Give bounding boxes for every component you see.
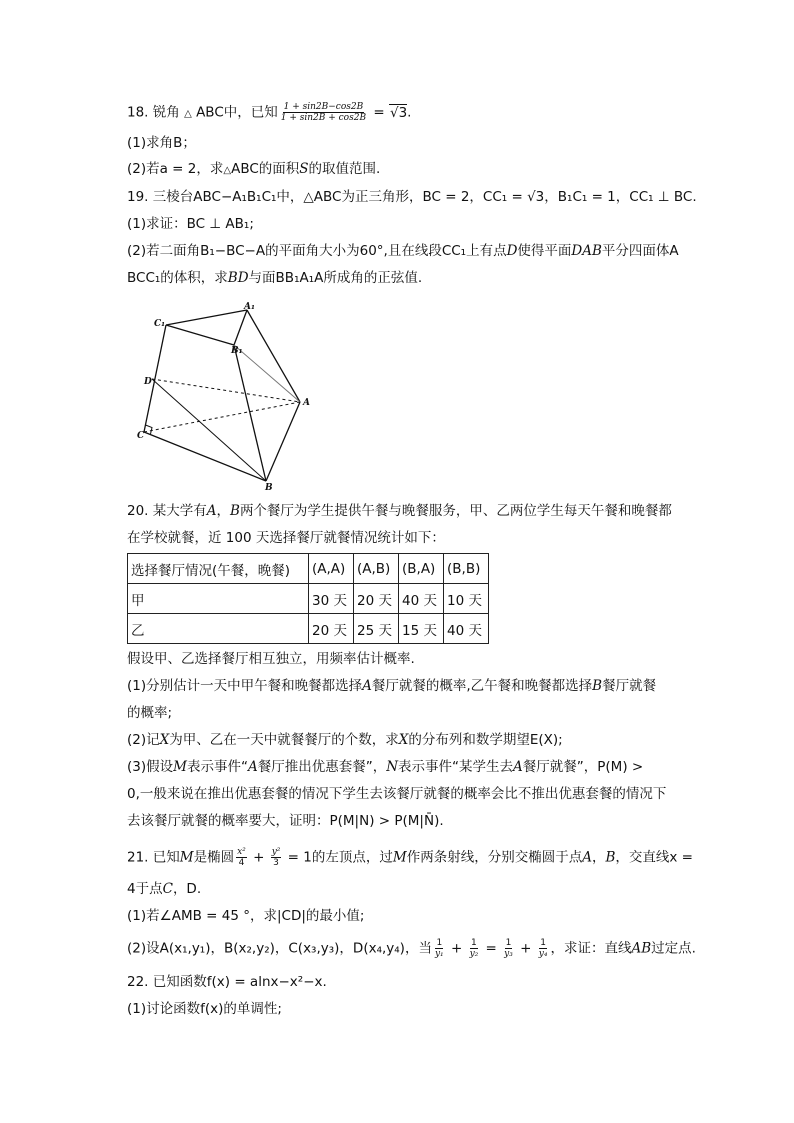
var-m: M [392, 849, 407, 866]
table-cell: 15 天 [399, 614, 444, 644]
q20-line2: 在学校就餐，近 100 天选择餐厅就餐情况统计如下： [127, 530, 445, 546]
frac-1-y2 [469, 938, 480, 959]
table-cell: 10 天 [444, 584, 489, 614]
table-cell: 20 天 [354, 584, 399, 614]
frac-num: y² [271, 847, 281, 857]
edge-a1-b1 [234, 310, 247, 345]
q21-line1-b: 是椭圆 [193, 849, 235, 866]
var-x: X [398, 732, 409, 748]
q20-p2-c: 的分布列和数学期望E(X); [408, 732, 563, 748]
frac-den: y₄ [538, 949, 548, 959]
var-ab: AB [631, 940, 652, 957]
q20-p1-b: 餐厅就餐的概率,乙午餐和晚餐都选择 [371, 678, 593, 694]
equals: = [481, 940, 502, 957]
table-row [128, 614, 489, 644]
q21-line1-d: ，交直线x = [615, 849, 693, 866]
label-a1: A₁ [244, 302, 255, 312]
table-header-cell: (A,A) [309, 554, 354, 584]
q20-p3-e: 餐厅就餐”，P(M) > [522, 759, 644, 775]
table-cell: 乙 [128, 614, 309, 644]
table-cell: 40 天 [399, 584, 444, 614]
q20-p3-c: 餐厅推出优惠套餐”， [257, 759, 387, 775]
label-b1: B₁ [231, 346, 243, 356]
q19-part2-line2 [127, 269, 422, 287]
q18-text: 中，已知 [223, 104, 278, 121]
sqrt3: √3 [389, 104, 408, 121]
plus: + [248, 849, 269, 866]
q20-part2 [127, 731, 563, 749]
table-row [128, 584, 489, 614]
q20-p2-b: 为甲、乙在一天中就餐餐厅的个数，求 [169, 732, 399, 748]
label-d: D [144, 377, 152, 387]
frac-num: 1 [471, 938, 477, 948]
q20-part3-line2: 0,一般来说在推出优惠套餐的情况下学生去该餐厅就餐的概率会比不推出优惠套餐的情况下 [127, 786, 667, 802]
comma: ， [216, 503, 231, 519]
q21-line1-c: 作两条射线，分别交椭圆于点 [406, 849, 583, 866]
q20-part3-line3: 去该餐厅就餐的概率要大，证明：P(M|N) > P(M|N̄). [127, 813, 444, 829]
q18-part2-pre: (2)若a = 2，求 [127, 161, 224, 177]
comma: ， [591, 849, 606, 866]
var-n: N [386, 759, 399, 775]
q20-p3-d: 表示事件“某学生去 [398, 759, 514, 775]
var-a: A [247, 759, 258, 775]
var-s: S [299, 161, 309, 177]
frac-den: y₁ [434, 949, 444, 959]
frac-y2-3 [271, 847, 282, 868]
q20-assumption: 假设甲、乙选择餐厅相互独立，用频率估计概率. [127, 651, 415, 667]
frac-den: 3 [273, 858, 279, 868]
var-b: B [230, 503, 240, 519]
q18-abc: ABC [196, 104, 224, 121]
frac-den: 4 [238, 858, 245, 868]
frac-1-y4 [538, 938, 549, 959]
frac-den: y₃ [504, 949, 513, 959]
table-header-cell: 选择餐厅情况(午餐，晚餐) [128, 554, 309, 584]
q22-part1: (1)讨论函数f(x)的单调性; [127, 1001, 282, 1017]
table-header-cell: (A,B) [354, 554, 399, 584]
period: . [407, 104, 412, 121]
q21-part2-c: 过定点. [651, 940, 696, 957]
q20-p3-a: (3)假设 [127, 759, 174, 775]
table-header-row [128, 554, 489, 584]
table-cell: 30 天 [309, 584, 354, 614]
q20-p3-b: 表示事件“ [186, 759, 248, 775]
frac-num: 1 [540, 938, 546, 948]
var-b: B [592, 678, 603, 694]
q21-part1: (1)若∠AMB = 45 °，求|CD|的最小值; [127, 908, 365, 924]
label-c: C [137, 431, 145, 441]
edge-b1-b [234, 345, 266, 481]
var-m: M [179, 849, 194, 866]
q18-frac-num: 1 + sin2B−cos2B [283, 102, 364, 112]
edge-c1-b1 [166, 325, 234, 345]
q20-p1-a: (1)分别估计一天中甲午餐和晚餐都选择 [127, 678, 363, 694]
plus: + [446, 940, 467, 957]
q21-line2-b: ，D. [172, 881, 202, 897]
q18-frac-den: 1 + sin2B + cos2B [280, 113, 367, 123]
var-a: A [513, 759, 523, 775]
frac-1-y1 [434, 938, 445, 959]
q18-fraction [280, 102, 367, 123]
table-cell: 甲 [128, 584, 309, 614]
edge-c-b [144, 432, 266, 481]
q20-part1-line1 [127, 677, 656, 695]
table-cell: 40 天 [444, 614, 489, 644]
q21-part2-b: ，求证：直线 [550, 940, 632, 957]
triangle-symbol: △ [184, 108, 192, 120]
triangle-symbol: △ [223, 165, 232, 176]
q22-line1: 22. 已知函数f(x) = alnx−x²−x. [127, 974, 327, 990]
q19-part1: (1)求证：BC ⊥ AB₁; [127, 216, 254, 232]
q19-part2-b: 使得平面 [517, 243, 572, 259]
frac-num: 1 [436, 938, 443, 948]
q18-part2 [127, 160, 380, 180]
frac-num: 1 [505, 938, 512, 948]
frac-1-y3 [503, 938, 514, 959]
q20-p2-a: (2)记 [127, 732, 160, 748]
table-cell: 20 天 [309, 614, 354, 644]
edge-c-a [144, 402, 300, 432]
frac-x2-4 [236, 847, 247, 868]
table-header-cell: (B,B) [444, 554, 489, 584]
equals: = [369, 104, 389, 121]
var-b: B [605, 849, 616, 866]
var-bd: BD [227, 270, 249, 286]
q20-line1 [127, 502, 672, 520]
label-b: B [265, 483, 273, 493]
q21-line2-a: 4于点 [127, 881, 163, 897]
frustum-figure [137, 300, 320, 493]
var-c: C [162, 881, 173, 897]
var-x: X [159, 732, 170, 748]
q18-part1: (1)求角B； [127, 135, 196, 151]
q21-line2 [127, 880, 201, 898]
frac-den: y₂ [469, 949, 479, 959]
table-header-cell: (B,A) [399, 554, 444, 584]
dining-stats-table [127, 553, 489, 644]
q21-part2-a: (2)设A(x₁,y₁)，B(x₂,y₂)，C(x₃,y₃)，D(x₄,y₄)，当 [127, 940, 432, 957]
q20-part1-line2: 的概率; [127, 705, 173, 721]
var-d: D [506, 243, 518, 259]
q18-part2-post: 的取值范围. [308, 161, 381, 177]
q20-label: 20. 某大学有 [127, 503, 207, 519]
edge-c1-a1 [166, 310, 247, 325]
var-a: A [582, 849, 592, 866]
q21-line1 [127, 847, 693, 868]
q19-part2-a: (2)若二面角B₁−BC−A的平面角大小为60°,且在线段CC₁上有点 [127, 243, 507, 259]
label-c1: C₁ [154, 319, 166, 329]
edge-b1-a [234, 345, 300, 402]
frac-num: x² [237, 847, 246, 857]
q19-part2-line1 [127, 242, 679, 260]
table-cell: 25 天 [354, 614, 399, 644]
q20-p1-c: 餐厅就餐 [602, 678, 657, 694]
q19-part2-line2-a: BCC₁的体积，求 [127, 270, 228, 286]
var-m: M [173, 759, 187, 775]
q21-eq1: = 1的左顶点，过 [283, 849, 393, 866]
edge-a1-a [247, 310, 300, 402]
q18-part2-abc: ABC的面积 [231, 161, 300, 177]
label-a: A [303, 398, 310, 408]
var-dab: DAB [571, 243, 602, 259]
q19-line1: 19. 三棱台ABC−A₁B₁C₁中，△ABC为正三角形，BC = 2，CC₁ = √3，B₁C₁ = 1，CC₁ ⊥ BC. [127, 189, 697, 205]
q19-part2-c: 平分四面体A [601, 243, 679, 259]
q18-label: 18. 锐角 [127, 104, 180, 121]
plus: + [515, 940, 536, 957]
edge-b-a [266, 402, 300, 481]
q21-part2 [127, 938, 696, 959]
var-a: A [362, 678, 372, 694]
q20-line1-b: 两个餐厅为学生提供午餐与晚餐服务，甲、乙两位学生每天午餐和晚餐都 [239, 503, 672, 519]
q21-label: 21. 已知 [127, 849, 180, 866]
q20-part3-line1 [127, 758, 643, 776]
var-a: A [206, 503, 217, 519]
q18-line1 [127, 102, 411, 124]
q19-part2-line2-b: 与面BB₁A₁A所成角的正弦值. [248, 270, 423, 286]
